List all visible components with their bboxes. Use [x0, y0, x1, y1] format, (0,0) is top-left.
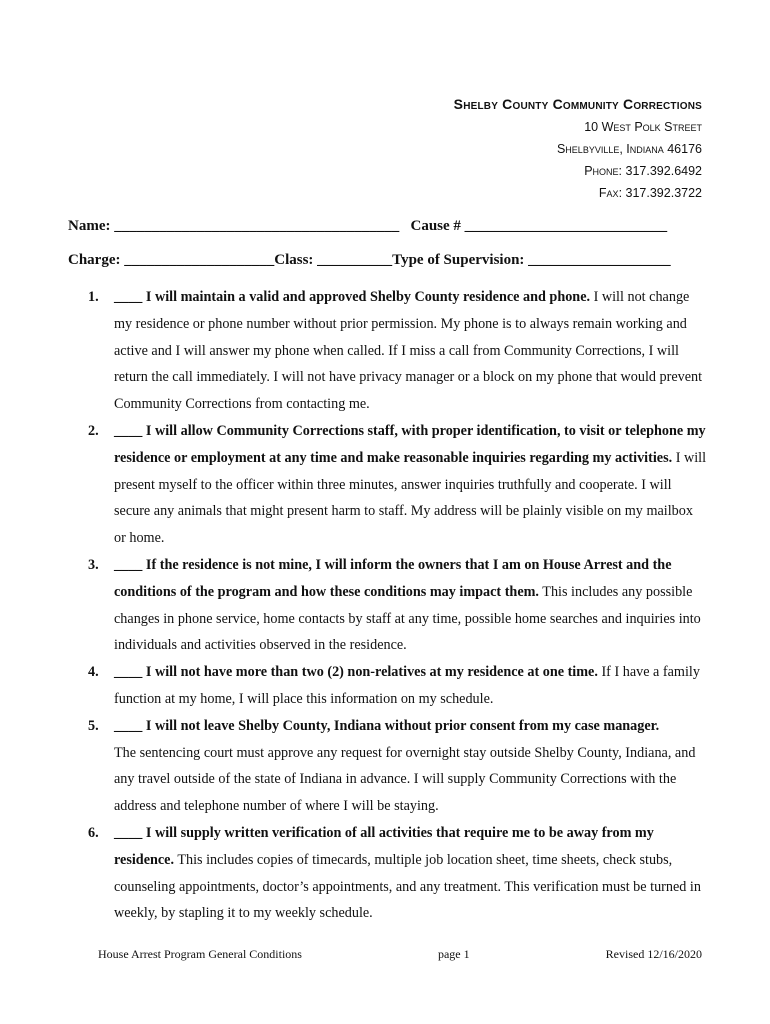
- conditions-list: [68, 284, 708, 927]
- initial-blank[interactable]: ____: [114, 289, 143, 305]
- charge-field[interactable]: ____________________: [124, 252, 275, 268]
- condition-heading: I will not leave Shelby County, Indiana without prior consent from my case manager.: [145, 717, 660, 734]
- agency-name: Shelby County Community Corrections: [453, 96, 702, 112]
- condition-item: 4. ____ I will not have more than two (2) non-relatives at my residence at one time. If I have a family function at my home, I will place this information on my schedule.: [88, 664, 700, 707]
- initial-blank[interactable]: ____: [114, 664, 143, 681]
- city-state-zip: Shelbyville, Indiana 46176: [556, 142, 702, 156]
- condition-text: I will not change my residence or phone number without prior permission. My phone is to always remain working and active and I will answer my phone when called. If I miss a call from Community Corrections, I will return the call immediately. I will not have privacy manager or a block on my phone that would prevent Community Corrections from contacting me.: [114, 289, 703, 413]
- initial-blank[interactable]: ____: [114, 824, 143, 841]
- revision-date: Revised 12/16/2020: [605, 947, 702, 961]
- class-field[interactable]: __________: [317, 252, 393, 268]
- condition-text: This includes any possible changes in phone service, home contacts by staff at any time, possible home searches and inquiries into individuals and activities observed in the residence.: [114, 583, 701, 654]
- fax-line: [454, 182, 702, 204]
- condition-heading: I will supply written verification of all activities that require me to be away from my residence.: [114, 824, 654, 868]
- initial-blank[interactable]: ____: [114, 556, 143, 573]
- phone-label: Phone:: [584, 164, 623, 178]
- condition-heading: I will maintain a valid and approved Shelby County residence and phone.: [145, 289, 591, 305]
- supervision-field[interactable]: ___________________: [528, 252, 671, 268]
- class-label: Class:: [274, 252, 314, 268]
- supervision-label: Type of Supervision:: [392, 252, 525, 268]
- initial-blank[interactable]: ____: [114, 717, 143, 734]
- condition-item: 5. ____ I will not leave Shelby County, Indiana without prior consent from my case manager. The sentencing court must approve any request for overnight stay outside Shelby County, Indiana, and any travel outside of the state of Indiana in advance. I will supply Community Corrections with the address and telephone number of where I will be staying.: [88, 717, 696, 815]
- phone-line: [454, 160, 702, 182]
- name-label: Name:: [68, 218, 111, 234]
- page-footer: [98, 947, 702, 962]
- name-cause-row: [68, 218, 667, 235]
- phone-number: 317.392.6492: [625, 164, 702, 178]
- street-address: 10 West Polk Street: [584, 120, 702, 134]
- name-field[interactable]: ______________________________________: [114, 218, 400, 234]
- page-number: page 1: [437, 947, 470, 961]
- cause-label: Cause #: [410, 218, 461, 234]
- condition-text: I will present myself to the officer within three minutes, answer inquiries truthfully and cooperate. I will secure any animals that might present harm to staff. My address will be plainly visible on my mailbox or home.: [114, 449, 707, 547]
- condition-item: 6. ____ I will supply written verification of all activities that require me to be away from my residence. This includes copies of timecards, multiple job location sheet, time sheets, check stubs, counseling appointments, doctor’s appointments, and any treatment. This verification must be turned in weekly, by stapling it to my weekly schedule.: [88, 824, 701, 922]
- condition-heading: I will not have more than two (2) non-relatives at my residence at one time.: [145, 664, 598, 681]
- condition-heading: If the residence is not mine, I will inform the owners that I am on House Arrest and the conditions of the program and how these conditions may impact them.: [114, 556, 672, 600]
- condition-text: If I have a family function at my home, I will place this information on my schedule.: [114, 664, 700, 707]
- fax-label: Fax:: [598, 186, 623, 200]
- condition-heading: I will allow Community Corrections staff, with proper identification, to visit or telephone my residence or employment at any time and make reasonable inquiries regarding my activities.: [114, 422, 706, 466]
- condition-text: The sentencing court must approve any request for overnight stay outside Shelby County, Indiana, and any travel outside of the state of Indiana in advance. I will supply Community Corrections with the address and telephone number of where I will be staying.: [114, 744, 696, 815]
- condition-item: 2. ____ I will allow Community Corrections staff, with proper identification, to visit or telephone my residence or employment at any time and make reasonable inquiries regarding my activities. I will present myself to the officer within three minutes, answer inquiries truthfully and cooperate. I will secure any animals that might present harm to staff. My address will be plainly visible on my mailbox or home.: [88, 422, 707, 547]
- condition-text: This includes copies of timecards, multiple job location sheet, time sheets, check stubs, counseling appointments, doctor’s appointments, and any treatment. This verification must be turned in weekly, by stapling it to my weekly schedule.: [114, 851, 701, 922]
- cause-field[interactable]: ___________________________: [464, 218, 668, 234]
- condition-item: 3. ____ If the residence is not mine, I will inform the owners that I am on House Arrest and the conditions of the program and how these conditions may impact them. This includes any possible changes in phone service, home contacts by staff at any time, possible home searches and inquiries into individuals and activities observed in the residence.: [88, 556, 701, 654]
- fax-number: 317.392.3722: [625, 186, 702, 200]
- condition-item: 1. ____ I will maintain a valid and approved Shelby County residence and phone. I will not change my residence or phone number without prior permission. My phone is to always remain working and active and I will answer my phone when called. If I miss a call from Community Corrections, I will return the call immediately. I will not have privacy manager or a block on my phone that would prevent Community Corrections from contacting me.: [88, 289, 703, 413]
- charge-class-row: [68, 252, 671, 269]
- charge-label: Charge:: [68, 252, 121, 268]
- initial-blank[interactable]: ____: [114, 422, 143, 439]
- footer-title: House Arrest Program General Conditions: [98, 947, 302, 961]
- letterhead: [454, 92, 702, 204]
